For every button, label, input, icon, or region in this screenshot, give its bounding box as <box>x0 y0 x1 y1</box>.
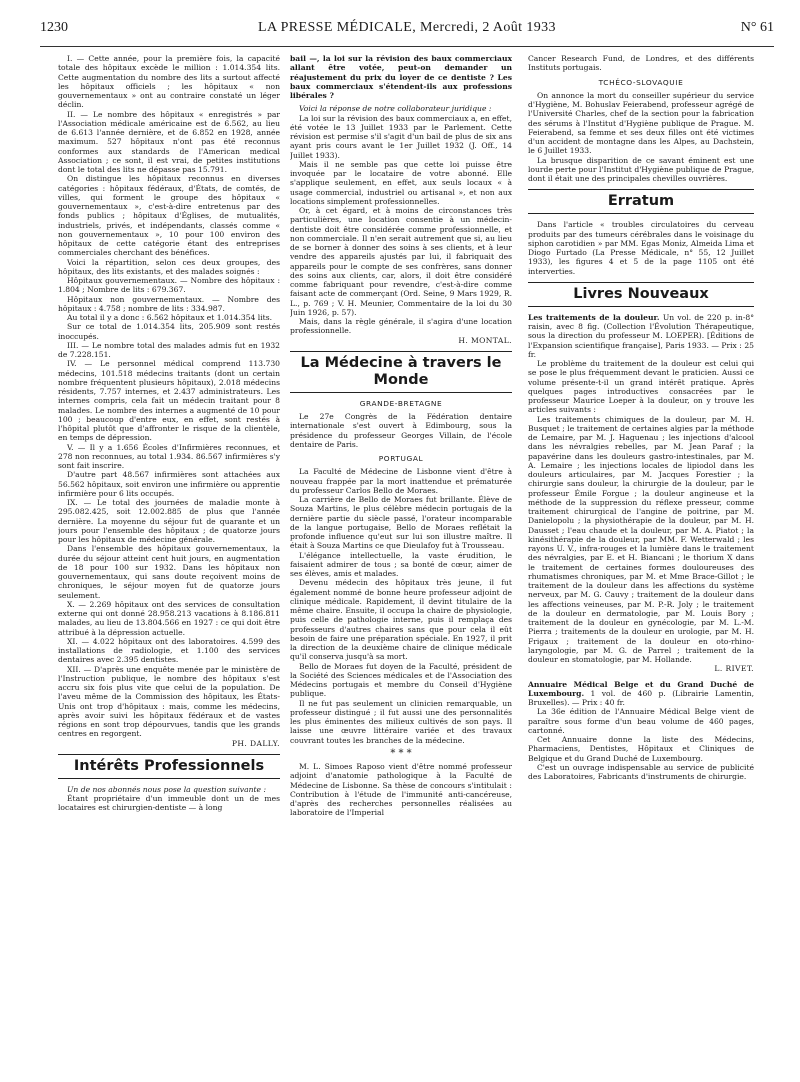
paragraph: Dans l'article « troubles circulatoires du cerveau produits par des tumeurs cérébrales dans le voisinage du siphon carotidien » par MM. Egas Moniz, Almeida Lima et Diogo Furtado (La Presse Médicale, n° 55, 12 Juillet 1933), les figures 4 et 5 de la page 1105 ont été interverties. <box>528 220 754 276</box>
paragraph: V. — Il y a 1.656 Écoles d'Infirmières reconnues, et 278 non reconnues, au total 1.934. 86.567 infirmières s'y sont fait inscrire. <box>58 442 280 470</box>
paragraph: Étant propriétaire d'un immeuble dont un de mes locataires est chirurgien-dentiste — à long <box>58 794 280 813</box>
paragraph: bail —, la loi sur la révision des baux commerciaux allant être votée, peut-on demander un réajustement du prix du loyer de ce dentiste ? Les baux commerciaux s'étendent-ils aux professions libérales ? <box>290 54 512 100</box>
paragraph: Il ne fut pas seulement un clinicien remarquable, un professeur distingué ; il fut aussi une des personnalités les plus éminentes des milieux cultivés de son pays. Il laisse une œuvre littéraire variée et des travaux couvrant toutes les branches de la médecine. <box>290 698 512 745</box>
paragraph: XII. — D'après une enquête menée par le ministère de l'Instruction publique, le nombre des hôpitaux s'est accru six fois plus vite que celui de la population. De l'aveu même de la Commission des hôpitaux, les États-Unis ont trop d'hôpitaux : mais, comme les médecins, après avoir suivi les hôpitaux fédéraux et de vastes régions en sont trop dépourvues, tandis que les grands centres en regorgent. <box>58 664 280 739</box>
paragraph: Voici la répartition, selon ces deux groupes, des hôpitaux, des lits existants, et des malades soignés : <box>58 257 280 276</box>
reply-intro: Voici la réponse de notre collaborateur juridique : <box>299 104 492 114</box>
country-heading: PORTUGAL <box>378 454 424 463</box>
issue-number: N° 61 <box>740 20 774 35</box>
paragraph: Cancer Research Fund, de Londres, et des différents Instituts portugais. <box>528 54 754 73</box>
section-heading-livres: Livres Nouveaux <box>528 282 754 307</box>
country-heading: TCHÉCO-SLOVAQUIE <box>598 77 684 87</box>
paragraph: C'est un ouvrage indispensable au service de publicité des Laboratoires, Fabricants d'instruments de chirurgie. <box>528 762 754 781</box>
paragraph: Mais il ne semble pas que cette loi puisse être invoquée par le locataire de votre abonné. Elle s'applique seulement, en effet, aux seuls locaux « à usage commercial, industriel ou artisanal », et non aux locations simplement professionnelles. <box>290 159 512 206</box>
paragraph: II. — Le nombre des hôpitaux « enregistrés » par l'Association médicale américaine est de 6.562, au lieu de 6.613 l'année dernière, et de 6.852 en 1928, année maximum. 527 hôpitaux n'ont pas été reconnus conformes aux standards de l'American medical Association ; ce sont, il est vrai, de petites institutions dont le total des lits ne dépasse pas 15.791. <box>58 109 280 174</box>
column-2 <box>290 54 512 1074</box>
paragraph: Cet Annuaire donne la liste des Médecins, Pharmaciens, Dentistes, Hôpitaux et Cliniques de Belgique et du Grand Duché de Luxembourg. <box>528 735 754 763</box>
paragraph: Dans l'ensemble des hôpitaux gouvernementaux, la durée du séjour atteint cent huit jours, en augmentation de 18 pour 100 sur 1932. Dans les hôpitaux non gouvernementaux, qui sans doute reçoivent moins de chroniques, le séjour moyen fut de quatorze jours seulement. <box>58 544 280 600</box>
author-signature: PH. DALLY. <box>231 738 280 748</box>
section-separator: * * * <box>390 747 412 759</box>
column-3 <box>528 54 754 1074</box>
paragraph: M. L. Simoes Raposo vient d'être nommé professeur adjoint d'anatomie pathologique à la Faculté de Médecine de Lisbonne. Sa thèse de concours s'intitulait : Contribution à l'étude de l'immunité anti-cancéreuse, d'après des recherches personnelles réalisées au laboratoire de l'Imperial <box>290 762 512 818</box>
paragraph: X. — 2.269 hôpitaux ont des services de consultation externe qui ont donné 28.958.213 vacations à 8.186.811 malades, au lieu de 13.804.566 en 1927 : ce qui doit être attribué à la dépression actuelle. <box>58 599 280 637</box>
paragraph: Bello de Moraes fut doyen de la Faculté, président de la Société des Sciences médicales et de l'Association des Médecins portugais et membre du Conseil d'Hygiène publique. <box>290 661 512 699</box>
paragraph: Mais, dans la règle générale, il s'agira d'une location professionnelle. <box>290 317 512 336</box>
paragraph: IX. — Le total des journées de maladie monte à 295.082.425, soit 12.002.885 de plus que l'année dernière. La moyenne du séjour fut de quarante et un jours pour l'ensemble des hôpitaux ; de quatorze jours pour les hôpitaux de médecine générale. <box>58 498 280 544</box>
paragraph: Au total il y a donc : 6.562 hôpitaux et 1.014.354 lits. <box>67 313 273 322</box>
paragraph: Hôpitaux gouvernementaux. — Nombre des hôpitaux : 1.804 ; Nombre de lits : 679.367. <box>58 276 280 295</box>
book-title: Annuaire Médical Belge et du Grand Duché de Luxembourg. <box>528 679 754 698</box>
section-heading-interets: Intérêts Professionnels <box>58 754 280 779</box>
paragraph: D'autre part 48.567 infirmières sont attachées aux 56.562 hôpitaux, soit environ une infirmière ou apprentie infirmière pour 6 lits occupés. <box>58 470 280 498</box>
country-heading: GRANDE-BRETAGNE <box>359 398 443 408</box>
author-signature: H. MONTAL. <box>458 335 512 345</box>
section-heading-monde: La Médecine à travers le Monde <box>290 351 512 393</box>
paragraph: XI. — 4.022 hôpitaux ont des laboratoires. 4.599 des installations de radiologie, et 1.100 des services dentaires avec 2.395 dentistes. <box>58 636 280 665</box>
book-info: Un vol. de 220 p. in-8° raisin, avec 8 fig. (Collection l'Évolution Thérapeutique, sous la direction du professeur M. LOEPER). [Éditions de l'Expansion scientifique française], Paris 1933. — Prix : 25 fr. <box>528 312 754 359</box>
section-heading-erratum: Erratum <box>528 189 754 214</box>
paragraph: On distingue les hôpitaux reconnus en diverses catégories : hôpitaux fédéraux, d'États, de comtés, de villes, qui forment le groupe des hôpitaux « gouvernementaux », c'est-à-dire entretenus par des fonds publics ; hôpitaux d'Églises, de mutualités, industriels, privés, et indépendants, classés comme « non gouvernementaux », 10 pour 100 environ des hôpitaux de cette catégorie étant des entreprises commerciales cherchant des bénéfices. <box>58 174 280 258</box>
paragraph: Les traitements chimiques de la douleur, par M. H. Busquet ; le traitement de certaines algies par la méthode de Lemaire, par M. J. Haguenau ; les injections d'alcool dans les névralgies rebelles, par M. Jean Paraf ; la papavérine dans les douleurs gastro-intestinales, par M. A. Lemaire ; les injections locales de lipiodol dans les douleurs articulaires, par M. Jacques Forestier ; la chirurgie sans douleur, la chirurgie de la douleur, par le professeur Émile Forgue ; la douleur angineuse et la méthode de la suppression du réflexe presseur, comme traitement chirurgical de l'angine de poitrine, par M. Danielopolu ; la physiothérapie de la douleur, par M. H. Dausset ; l'eau chaude et la douleur, par M. A. Piatot ; la kinésithérapie de la douleur, par MM. F. Wetterwald ; les rayons U. V., infra-rouges et la lumière dans le traitement des névralgies, par E. et H. Biancani ; le thorium X dans le traitement de certaines formes douloureuses des rhumatismes chroniques, par M. et Mme Brace-Gillot ; le traitement de la douleur dans les affections du système nerveux, par M. G. Cauvy ; traitement de la douleur dans les affections veineuses, par M. P.-R. Joly ; le traitement de la douleur en dermatologie, par M. Louis Bory ; traitement de la douleur en gynécologie, par M. L.-M. Pierra ; traitements de la douleur en urologie, par M. H. Frigaux ; traitement de la douleur en oto-rhino-laryngologie, par M. G. de Parrel ; traitement de la douleur en stomatologie, par M. Hollande. <box>528 414 754 664</box>
paragraph: IV. — Le personnel médical comprend 113.730 médecins, 101.518 médecins traitants (dont un certain nombre fréquentent plusieurs hôpitaux), 2.018 médecins résidents, 7.757 internes, et 2.437 administrateurs. Les internes compris, cela fait un médecin traitant pour 8 malades. Le nombre des internes a augmenté de 10 pour 100 ; beaucoup d'entre eux, en effet, sont restés à l'hôpital plutôt que d'affronter le risque de la clientèle, en temps de dépression. <box>58 359 280 443</box>
author-signature: L. RIVET. <box>714 664 754 674</box>
journal-title: LA PRESSE MÉDICALE, Mercredi, 2 Août 1933 <box>258 20 556 35</box>
paragraph: La 36e édition de l'Annuaire Médical Belge vient de paraître sous forme d'un beau volume de 460 pages, cartonné. <box>528 707 754 735</box>
paragraph: La Faculté de Médecine de Lisbonne vient d'être à nouveau frappée par la mort inattendue et prématurée du professeur Carlos Bello de Moraes. <box>290 467 512 495</box>
book-title: Les traitements de la douleur. <box>528 312 660 322</box>
question-intro: Un de nos abonnés nous pose la question suivante : <box>67 784 267 794</box>
paragraph: L'élégance intellectuelle, la vaste érudition, le faisaient admirer de tous ; sa bonté de cœur, aimer de ses élèves, amis et malades. <box>290 550 512 578</box>
page-number: 1230 <box>40 20 68 35</box>
paragraph: La brusque disparition de ce savant éminent est une lourde perte pour l'Institut d'Hygiène publique de Prague, dont il était une des principales chevilles ouvrières. <box>528 155 754 183</box>
paragraph: Sur ce total de 1.014.354 lits, 205.909 sont restés inoccupés. <box>58 322 280 341</box>
page-header <box>40 20 774 42</box>
paragraph: La carrière de Bello de Moraes fut brillante. Élève de Souza Martins, le plus célèbre médecin portugais de la dernière partie du siècle passé, l'orateur incomparable de la langue portugaise, Bello de Moraes reflétait la profonde influence qu'eut sur lui son illustre maître. Il était à Souza Martins ce que Dieulafoy fut à Trousseau. <box>290 495 512 551</box>
header-rule <box>40 46 774 47</box>
paragraph: I. — Cette année, pour la première fois, la capacité totale des hôpitaux excède le million : 1.014.354 lits. Cette augmentation du nombre des lits a surtout affecté les hôpitaux officiels ; les hôpitaux « non gouvernementaux » ont au contraire constaté un léger déclin. <box>58 54 280 110</box>
paragraph: Or, à cet égard, et à moins de circonstances très particulières, une location consentie à un médecin-dentiste doit être considérée comme professionnelle, et non commerciale. Il n'en serait autrement que si, au lieu de se borner à donner des soins à ses clients, et à leur vendre des appareils ajustés par lui, il fabriquait des appareils pour le compte de ses confrères, sans donner des soins aux clients, car, alors, il doit être considéré comme fabriquant pour revendre, c'est-à-dire comme faisant acte de commerçant (Ord. Seine, 9 Mars 1929, R. L., p. 769 ; V. H. Meunier, Commentaire de la loi du 30 Juin 1926, p. 57). <box>290 206 512 317</box>
paragraph: Le problème du traitement de la douleur est celui qui se pose le plus fréquemment devant le praticien. Aussi ce volume présente-t-il un grand intérêt pratique. Après quelques pages introductives consacrées par le professeur Maurice Loeper à la douleur, on y trouve les articles suivants : <box>528 359 754 415</box>
paragraph: On annonce la mort du conseiller supérieur du service d'Hygiène, M. Bohuslav Feierabend, professeur agrégé de l'Université Charles, chef de la section pour la fabrication des sérums à l'Institut d'Hygiène publique de Prague. M. Feierabend, sa femme et ses deux filles ont été victimes d'un accident de montagne dans les Alpes, au Dachstein, le 6 Juillet 1933. <box>528 90 754 156</box>
paragraph: La loi sur la révision des baux commerciaux a, en effet, été votée le 13 Juillet 1933 par le Parlement. Cette révision est permise s'il s'agit d'un bail de plus de six ans ayant pris cours avant le 1er Juillet 1932 (J. Off., 14 Juillet 1933). <box>290 113 512 160</box>
column-1 <box>58 54 280 1074</box>
book-info: 1 vol. de 460 p. (Librairie Lamentin, Bruxelles). — Prix : 40 fr. <box>528 688 754 707</box>
paragraph: Devenu médecin des hôpitaux très jeune, il fut également nommé de bonne heure professeur adjoint de clinique médicale. Rapidement, il devint titulaire de la même chaire. Ensuite, il occupa la chaire de physiologie, puis celle de pathologie interne, puis il remplaça des professeurs d'autres chaires sans que pour cela il eût besoin de faire une préparation spéciale. En 1927, il prit la direction de la deuxième chaire de clinique médicale qu'il conserva jusqu'à sa mort. <box>290 578 512 662</box>
paragraph: Le 27e Congrès de la Fédération dentaire internationale s'est ouvert à Edimbourg, sous la présidence du professeur Georges Villain, de l'école dentaire de Paris. <box>290 412 512 449</box>
paragraph: Hôpitaux non gouvernementaux. — Nombre des hôpitaux : 4.758 ; nombre de lits : 334.987. <box>58 294 280 313</box>
hospital-stats-article <box>58 54 280 748</box>
paragraph: III. — Le nombre total des malades admis fut en 1932 de 7.228.151. <box>58 340 280 359</box>
